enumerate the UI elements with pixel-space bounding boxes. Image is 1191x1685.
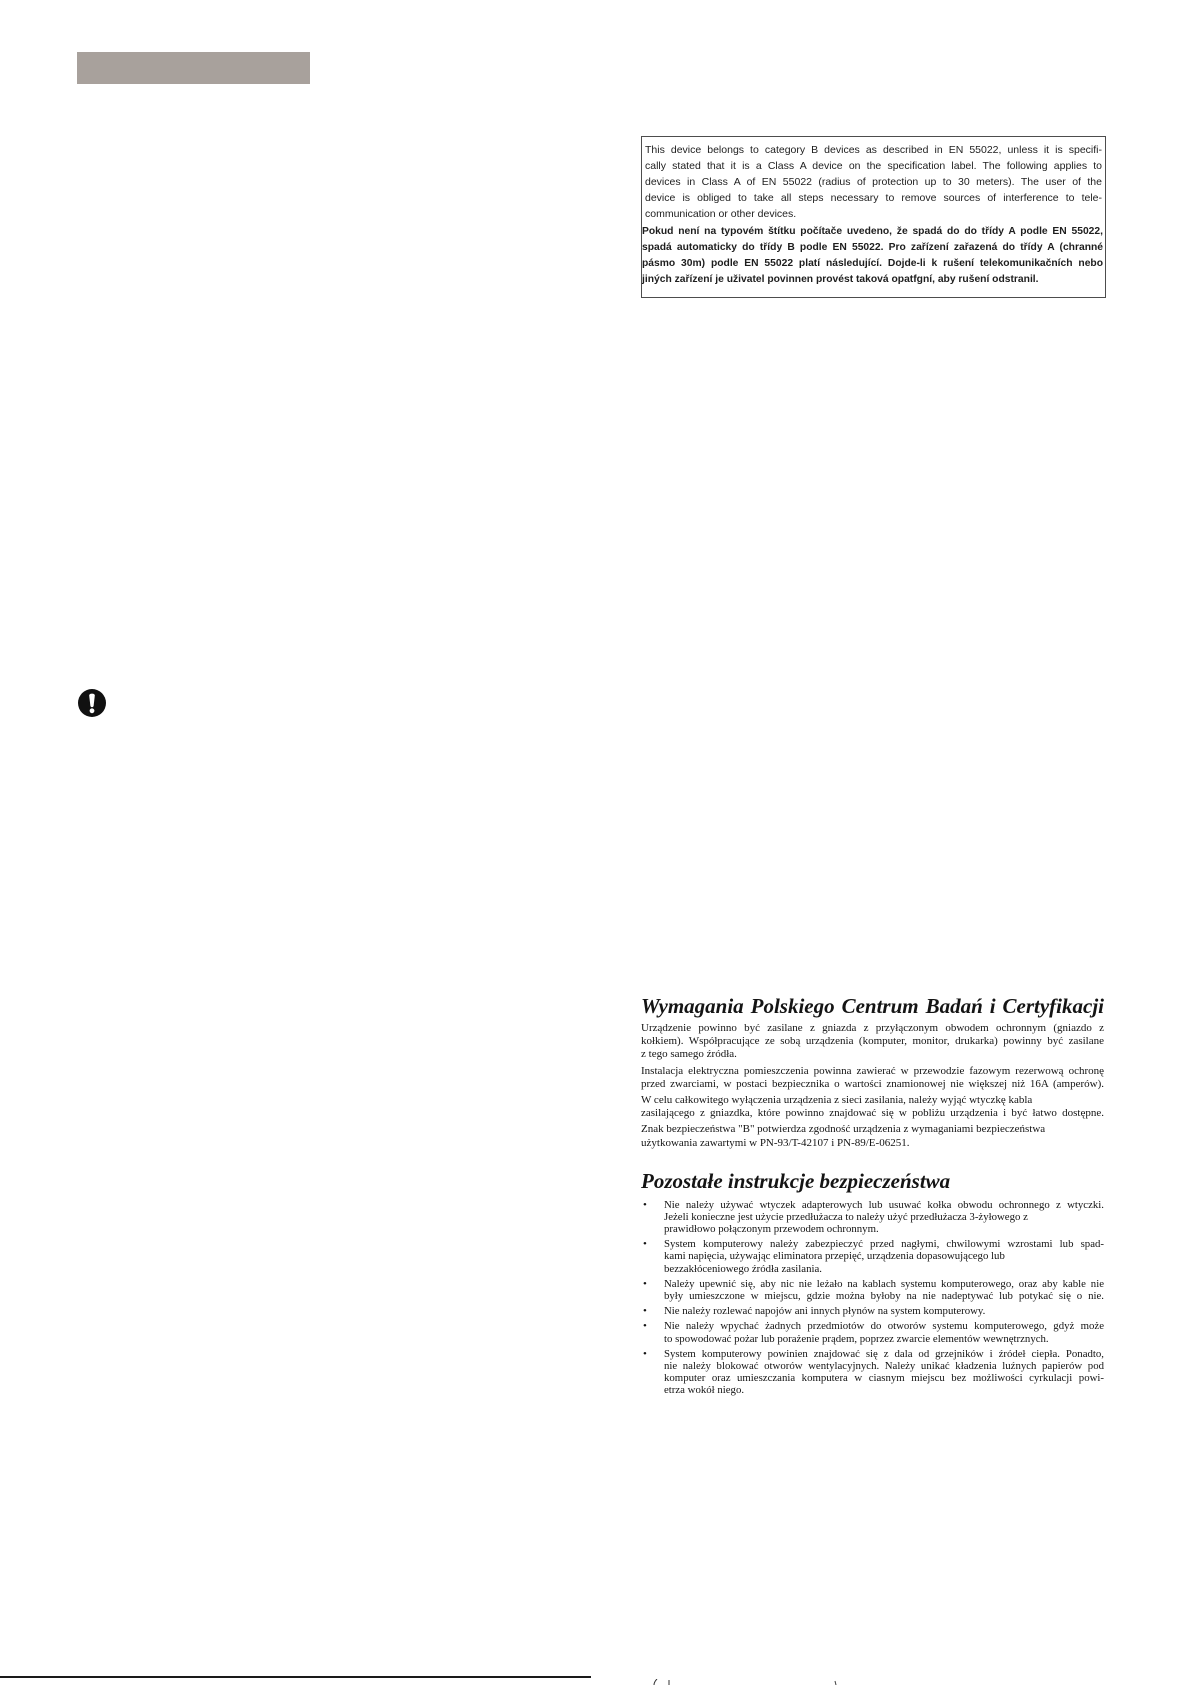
bullet-symbol: •	[643, 1277, 647, 1290]
footer-rule	[0, 1676, 591, 1678]
bullet-item	[641, 1278, 1104, 1302]
bullet-line: Należy upewnić się, aby nic nie leżało na kablach systemu komputerowego, oraz aby kable nie	[664, 1277, 1104, 1290]
bullet-line: komputer oraz umieszczania komputera w ciasnym miejscu bez możliwości cyrkulacji powi-	[664, 1372, 1104, 1385]
paragraph-line: Urządzenie powinno być zasilane z gniazda z przyłączonym obwodem ochronnym (gniazdo z	[641, 1022, 1104, 1034]
paragraph-line: kołkiem). Współpracujące ze sobą urządzenia (komputer, monitor, drukarka) powinny być zasilane	[641, 1035, 1104, 1048]
paragraph	[641, 1065, 1104, 1091]
bullet-line: to spowodować pożar lub porażenie prądem, poprzez zwarcie elementów wewnętrznych.	[664, 1332, 1049, 1345]
bullet-line: kami napięcia, używając eliminatora przepięć, urządzenia dopasowującego lub	[664, 1250, 1005, 1263]
paragraph-line: z tego samego źródła.	[641, 1048, 737, 1061]
bullet-list	[641, 1199, 1104, 1397]
bullet-line: bezzakłóceniowego źródła zasilania.	[664, 1262, 822, 1275]
bullet-item	[641, 1305, 1104, 1317]
section-subheading: Pozostałe instrukcje bezpieczeństwa	[641, 1168, 951, 1193]
bullet-line: prawidłowo połączonym przewodem ochronnym.	[664, 1223, 879, 1236]
bullet-line: System komputerowy powinien znajdować się z dala od grzejników i źródeł ciepła. Ponadto,	[664, 1347, 1104, 1360]
bullet-symbol: •	[643, 1347, 647, 1360]
emc-notice-box	[641, 136, 1106, 298]
bullet-line: System komputerowy należy zabezpieczyć przed nagłymi, chwilowymi wzrostami lub spad-	[664, 1238, 1104, 1251]
section-header-bar	[77, 52, 310, 84]
paragraph-line: Znak bezpieczeństwa "B" potwierdza zgodność urządzenia z wymaganiami bezpieczeństwa	[641, 1123, 1046, 1136]
paragraph-line: W celu całkowitego wyłączenia urządzenia z sieci zasilania, należy wyjąć wtyczkę kabla	[641, 1093, 1033, 1106]
paragraph-line: przed zwarciami, w postaci bezpiecznika o wartości znamionowej nie większej niż 16A (amperów).	[641, 1077, 1104, 1090]
bullet-line: Nie należy używać wtyczek adapterowych lub usuwać kołka obwodu ochronnego z wtyczki.	[664, 1198, 1104, 1211]
bullet-line: Nie należy wpychać żadnych przedmiotów do otworów systemu komputerowego, gdyż może	[664, 1320, 1104, 1333]
bullet-text	[664, 1305, 1104, 1317]
bullet-item	[641, 1320, 1104, 1344]
paragraph	[641, 1094, 1104, 1120]
notice-line: This device belongs to category B devices as described in EN 55022, unless it is specifi-	[645, 144, 1102, 156]
notice-czech-text	[642, 224, 1103, 288]
footer-text-fragment	[645, 1679, 845, 1685]
notice-english-text	[645, 142, 1102, 222]
section-heading: Wymagania Polskiego Centrum Badań i Certyfikacji	[641, 994, 1104, 1018]
paragraph-line: zasilającego z gniazdka, które powinno znajdować się w pobliżu urządzenia i być łatwo dostępne.	[641, 1107, 1104, 1120]
bullet-item	[641, 1238, 1104, 1275]
notice-line: device is obliged to take all steps necessary to remove sources of interference to tele-	[645, 192, 1102, 204]
bullet-symbol: •	[643, 1305, 647, 1318]
bullet-text	[664, 1320, 1104, 1344]
bullet-text	[664, 1348, 1104, 1397]
bullet-line: etrza wokół niego.	[664, 1384, 745, 1397]
notice-line: communication or other devices.	[645, 208, 797, 220]
bullet-line: Nie należy rozlewać napojów ani innych płynów na system komputerowy.	[664, 1305, 986, 1318]
bullet-symbol: •	[643, 1320, 647, 1333]
bullet-symbol: •	[643, 1238, 647, 1251]
bullet-line: Jeżeli konieczne jest użycie przedłużacza to należy użyć przedłużacza 3-żyłowego z	[664, 1210, 1028, 1223]
paragraph	[641, 1022, 1104, 1062]
polish-safety-section	[641, 992, 1104, 1397]
bullet-text	[664, 1278, 1104, 1302]
bullet-text	[664, 1199, 1104, 1236]
notice-line: spadá automaticky do třídy B podle EN 55022. Pro zařízení zařazená do třídy A (chranné	[642, 242, 1103, 253]
bullet-line: nie należy blokować otworów wentylacyjnych. Należy unikać kładzenia luźnych papierów pod	[664, 1359, 1104, 1372]
notice-line: devices in Class A of EN 55022 (radius of protection up to 30 meters). The user of the	[645, 176, 1102, 188]
bullet-item	[641, 1199, 1104, 1236]
notice-line: jiných zařízení je uživatel povinnen provést taková opatfgní, aby rušení odstranil.	[642, 274, 1039, 285]
notice-line: Pokud není na typovém štítku počítače uvedeno, že spadá do do třídy A podle EN 55022,	[642, 226, 1103, 237]
exclamation-icon	[78, 689, 106, 717]
paragraph-line: Instalacja elektryczna pomieszczenia powinna zawierać w przewodzie fazowym rezerwową ochronę	[641, 1064, 1104, 1077]
bullet-symbol: •	[643, 1198, 647, 1211]
paragraph	[641, 1123, 1104, 1149]
notice-line: pásmo 30m) podle EN 55022 platí následující. Dojde-li k rušení telekomunikačních nebo	[642, 258, 1103, 269]
paragraph-line: użytkowania zawartymi w PN-93/T-42107 i PN-89/E-06251.	[641, 1136, 910, 1149]
bullet-item	[641, 1348, 1104, 1397]
notice-line: cally stated that it is a Class A device on the specification label. The following applies to	[645, 160, 1102, 172]
bullet-text	[664, 1238, 1104, 1275]
bullet-line: były umieszczone w miejscu, gdzie można byłoby na nie nadeptywać lub potykać się o nie.	[664, 1290, 1104, 1302]
